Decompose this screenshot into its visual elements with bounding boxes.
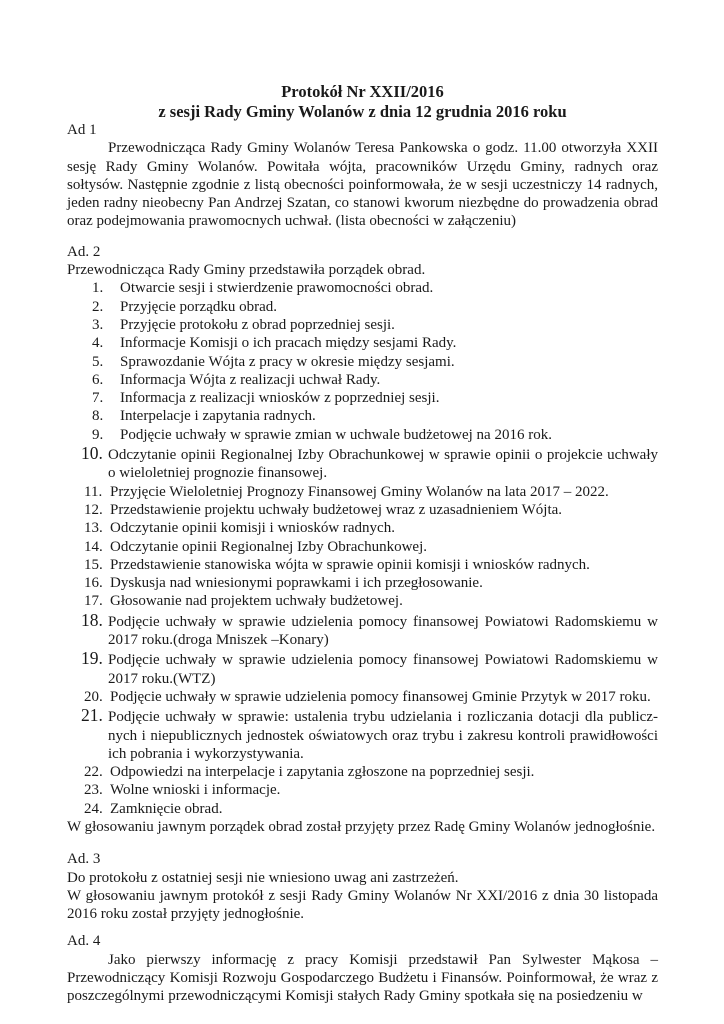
agenda-item-text: Podjęcie uchwały w sprawie udzielenia pomocy finansowej Gminie Przytyk w 2017 roku. [110, 688, 651, 705]
section-heading-ad3: Ad. 3 [67, 851, 101, 868]
section-heading-ad2: Ad. 2 [67, 243, 101, 260]
agenda-item-number: 19. [81, 648, 103, 669]
agenda-item-text: Podjęcie uchwały w sprawie udzielenia pomocy finansowej Powiatowi Radomskiemu w 2017 roku.(droga Mniszek –Konary) [108, 613, 658, 649]
agenda-item-text: Przyjęcie protokołu z obrad poprzedniej sesji. [120, 316, 395, 333]
agenda-item-text: Wolne wnioski i informacje. [110, 782, 281, 799]
agenda-item-text: Sprawozdanie Wójta z pracy w okresie między sesjami. [120, 353, 455, 370]
agenda-item-text: Odpowiedzi na interpelacje i zapytania zgłoszone na poprzedniej sesji. [110, 764, 535, 781]
agenda-item-number: 6. [92, 371, 104, 388]
agenda-item-text: Informacja Wójta z realizacji uchwał Rady. [120, 371, 381, 388]
agenda-item-text: Dyskusja nad wniesionymi poprawkami i ich przegłosowanie. [110, 575, 483, 592]
agenda-item-text: Interpelacje i zapytania radnych. [120, 408, 316, 425]
section-ad3-paragraph-2: W głosowaniu jawnym protokół z sesji Rady Gminy Wolanów Nr XXI/2016 z dnia 30 listopada 2016 roku został przyjęty jednogłośnie. [67, 887, 658, 923]
agenda-item-9 [67, 426, 658, 444]
page-title: Protokół Nr XXII/2016 [281, 82, 444, 101]
agenda-item-number: 22. [84, 764, 103, 781]
agenda-item-2 [67, 298, 658, 316]
agenda-item-number: 8. [92, 408, 104, 425]
agenda-item-number: 23. [84, 782, 103, 799]
agenda-item-number: 5. [92, 353, 104, 370]
agenda-item-6 [67, 371, 658, 389]
agenda-item-text: Informacja z realizacji wniosków z poprzedniej sesji. [120, 390, 440, 407]
agenda-item-text: Podjęcie uchwały w sprawie zmian w uchwale budżetowej na 2016 rok. [120, 426, 552, 443]
agenda-item-10 [67, 444, 658, 483]
agenda-item-number: 21. [81, 705, 103, 726]
agenda-item-19 [67, 649, 658, 688]
agenda-item-number: 20. [84, 688, 103, 705]
agenda-item-11 [67, 483, 658, 501]
agenda-item-4 [67, 334, 658, 352]
page-subtitle: z sesji Rady Gminy Wolanów z dnia 12 grudnia 2016 roku [158, 101, 567, 121]
agenda-item-text: Odczytanie opinii Regionalnej Izby Obrachunkowej w sprawie opinii o projekcie uchwały o wieloletniej prognozie finansowej. [108, 447, 658, 482]
agenda-item-text: Głosowanie nad projektem uchwały budżetowej. [110, 593, 403, 610]
agenda-item-7 [67, 389, 658, 407]
agenda-item-text: Odczytanie opinii komisji i wniosków radnych. [110, 520, 395, 537]
agenda-item-20 [67, 688, 658, 706]
section-heading-ad1: Ad 1 [67, 122, 97, 138]
agenda-item-21 [67, 706, 658, 763]
agenda-item-12 [67, 501, 658, 519]
agenda-item-number: 14. [84, 538, 103, 555]
agenda-item-22 [67, 763, 658, 781]
agenda-item-8 [67, 407, 658, 425]
agenda-item-text: Przedstawienie projektu uchwały budżetowej wraz z uzasadnieniem Wójta. [110, 501, 563, 518]
agenda-list [67, 279, 658, 818]
agenda-item-16 [67, 574, 658, 592]
agenda-item-text: Odczytanie opinii Regionalnej Izby Obrachunkowej. [110, 538, 427, 555]
agenda-item-number: 3. [92, 316, 104, 333]
agenda-item-number: 16. [84, 575, 103, 592]
agenda-item-number: 17. [84, 593, 103, 610]
agenda-item-number: 7. [92, 390, 104, 407]
agenda-item-number: 11. [84, 483, 103, 500]
agenda-item-text: Podjęcie uchwały w sprawie: ustalenia trybu udzielania i rozliczania dotacji dla publicznych i niepublicznych jednostek oświatowych oraz trybu i zakresu kontroli prawidłowości ich pobrania i wykorzystywania. [108, 709, 658, 762]
agenda-item-18 [67, 611, 658, 650]
agenda-item-text: Przedstawienie stanowiska wójta w sprawie opinii komisji i wniosków radnych. [110, 556, 590, 573]
agenda-item-5 [67, 353, 658, 371]
agenda-item-number: 15. [84, 556, 103, 573]
agenda-item-number: 13. [84, 520, 103, 537]
section-ad3-paragraph-1: Do protokołu z ostatniej sesji nie wniesiono uwag ani zastrzeżeń. [67, 869, 459, 886]
section-ad4-paragraph: Jako pierwszy informację z pracy Komisji przedstawił Pan Sylwester Mąkosa – Przewodniczący Komisji Rozwoju Gospodarczego Budżetu i Finansów. Poinformował, że wraz z poszczególnymi przewodniczącymi Komisji stałych Rady Gminy spotkała się na posiedzeniu w [67, 951, 658, 1005]
agenda-item-15 [67, 556, 658, 574]
agenda-item-number: 12. [84, 501, 103, 518]
agenda-item-text: Przyjęcie porządku obrad. [120, 298, 278, 315]
agenda-item-text: Zamknięcie obrad. [110, 800, 223, 817]
section-ad1-paragraph: Przewodnicząca Rady Gminy Wolanów Teresa Pankowska o godz. 11.00 otworzyła XXII sesję Rady Gminy Wolanów. Powitała wójta, pracowników Urzędu Gminy, radnych oraz sołtysów. Następnie zgodnie z listą obecności poinformowała, że w sesji uczestniczy 14 radnych, jeden radny nieobecny Pan Andrzej Szatan, co stanowi kworum niezbędne do prowadzenia obrad oraz podejmowania prawomocnych uchwał. (lista obecności w załączeniu) [67, 140, 658, 230]
section-ad2-closing: W głosowaniu jawnym porządek obrad został przyjęty przez Radę Gminy Wolanów jednogłośnie. [67, 818, 656, 835]
agenda-item-text: Informacje Komisji o ich pracach między sesjami Rady. [120, 335, 457, 352]
agenda-item-23 [67, 781, 658, 799]
agenda-item-text: Podjęcie uchwały w sprawie udzielenia pomocy finansowej Powiatowi Radomskiemu w 2017 roku.(WTZ) [108, 652, 658, 687]
agenda-item-text: Otwarcie sesji i stwierdzenie prawomocności obrad. [120, 280, 434, 297]
agenda-item-number: 1. [92, 280, 104, 297]
agenda-item-number: 2. [92, 298, 104, 315]
agenda-item-number: 4. [92, 335, 104, 352]
section-ad2-intro: Przewodnicząca Rady Gminy przedstawiła porządek obrad. [67, 262, 426, 279]
agenda-item-text: Przyjęcie Wieloletniej Prognozy Finansowej Gminy Wolanów na lata 2017 – 2022. [110, 483, 609, 500]
agenda-item-3 [67, 316, 658, 334]
agenda-item-number: 9. [92, 426, 104, 443]
agenda-item-number: 24. [84, 800, 103, 817]
agenda-item-1 [67, 279, 658, 297]
agenda-item-13 [67, 519, 658, 537]
agenda-item-24 [67, 800, 658, 818]
agenda-item-number: 10. [81, 443, 103, 464]
section-heading-ad4: Ad. 4 [67, 933, 101, 950]
agenda-item-17 [67, 592, 658, 610]
agenda-item-14 [67, 538, 658, 556]
agenda-item-number: 18. [81, 609, 103, 630]
